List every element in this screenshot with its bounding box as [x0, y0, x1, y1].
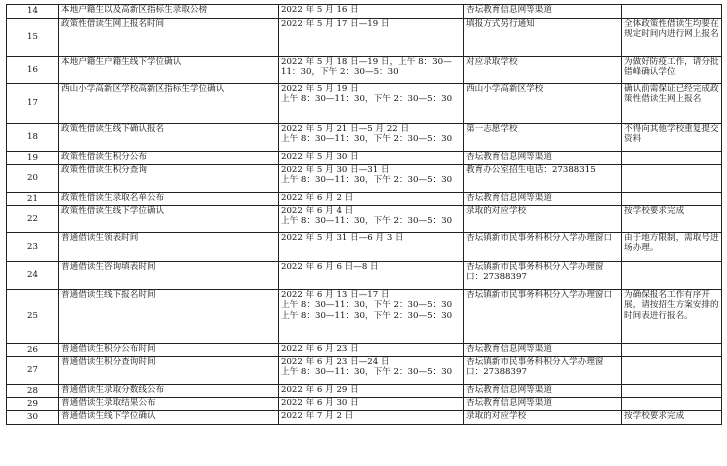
- time-line: 2022 年 6 月 23 日—24 日: [281, 357, 390, 367]
- place-cell: [464, 233, 622, 262]
- place-cell: [464, 398, 622, 411]
- time-cell: [279, 233, 464, 262]
- item-text: 普通借读生积分公布时间: [61, 344, 156, 354]
- item-text: 普通借读生领表时间: [61, 233, 139, 243]
- time-cell: [279, 124, 464, 152]
- place-cell: [464, 5, 622, 19]
- time-line: 2022 年 5 月 19 日: [281, 84, 359, 94]
- row-number-cell: 21: [7, 193, 59, 206]
- row-number-cell: 27: [7, 357, 59, 385]
- place-cell: [464, 206, 622, 233]
- note-cell: [622, 344, 722, 357]
- table-row: [7, 344, 722, 357]
- item-cell: [59, 84, 279, 124]
- item-text: 普通借读生线下报名时间: [61, 290, 156, 300]
- time-line: 2022 年 5 月 21 日—5 月 22 日: [281, 124, 410, 134]
- item-text: 本地户籍生以及高新区指标生录取公榜: [61, 5, 208, 15]
- table-row: [7, 165, 722, 193]
- item-text: 政策性借读生网上报名时间: [61, 19, 165, 29]
- note-cell: [622, 411, 722, 425]
- time-cell: [279, 411, 464, 425]
- table-row: [7, 57, 722, 84]
- table-row: [7, 152, 722, 165]
- place-cell: [464, 290, 622, 344]
- table-row: [7, 262, 722, 290]
- time-line: 2022 年 6 月 6 日—8 日: [281, 262, 379, 272]
- note-text: 由于地方限制，需取号进场办理。: [624, 233, 719, 254]
- row-number-cell: 15: [7, 19, 59, 57]
- time-cell: [279, 385, 464, 398]
- place-text: 杏坛教育信息网等渠道: [466, 152, 552, 162]
- place-text: 杏坛镇新市民事务科积分入学办理窗口: [466, 233, 613, 243]
- place-text: 第一志愿学校: [466, 124, 518, 134]
- place-text: 录取的对应学校: [466, 411, 527, 421]
- note-text: 按学校要求完成: [624, 206, 685, 216]
- row-number-cell: 16: [7, 57, 59, 84]
- place-text: 杏坛镇新市民事务科积分入学办理窗口：27388397: [466, 357, 604, 378]
- item-cell: [59, 193, 279, 206]
- time-cell: [279, 57, 464, 84]
- place-text: 杏坛镇新市民事务科积分入学办理窗口: [466, 290, 613, 300]
- place-text: 杏坛教育信息网等渠道: [466, 344, 552, 354]
- table-row: [7, 19, 722, 57]
- time-cell: [279, 193, 464, 206]
- item-cell: [59, 57, 279, 84]
- place-cell: [464, 152, 622, 165]
- place-cell: [464, 19, 622, 57]
- time-line: 2022 年 5 月 31 日—6 月 3 日: [281, 233, 404, 243]
- place-text: 填报方式另行通知: [466, 19, 535, 29]
- place-cell: [464, 57, 622, 84]
- time-line: 2022 年 5 月 30 日—31 日: [281, 165, 390, 175]
- row-number-cell: 25: [7, 290, 59, 344]
- item-text: 政策性借读生线下学位确认: [61, 206, 165, 216]
- place-cell: [464, 262, 622, 290]
- place-cell: [464, 411, 622, 425]
- item-text: 政策性借读生积分公布: [61, 152, 147, 162]
- item-cell: [59, 385, 279, 398]
- row-number-cell: 22: [7, 206, 59, 233]
- time-line: 2022 年 5 月 30 日: [281, 152, 359, 162]
- table-row: [7, 398, 722, 411]
- table-row: [7, 357, 722, 385]
- note-cell: [622, 357, 722, 385]
- table-row: [7, 124, 722, 152]
- time-line: 上午 8：30—11：30，下午 2：30—5：30: [281, 134, 453, 145]
- note-text: 为确保报名工作有序开展，请按招生方案安排的时间表进行报名。: [624, 290, 719, 321]
- note-cell: [622, 84, 722, 124]
- item-text: 普通借读生录取分数线公布: [61, 385, 165, 395]
- note-text: 按学校要求完成: [624, 411, 685, 421]
- row-number-cell: 20: [7, 165, 59, 193]
- schedule-table-body: [7, 5, 722, 425]
- note-text: 全体政策性借读生均要在规定时间内进行网上报名: [624, 19, 719, 40]
- item-cell: [59, 5, 279, 19]
- time-cell: [279, 152, 464, 165]
- time-line: 上午 8：30—11：30，下午 2：30—5：30: [281, 216, 453, 227]
- time-line: 2022 年 5 月 18 日—19 日，上午 8：30—: [281, 57, 452, 67]
- note-cell: [622, 290, 722, 344]
- table-row: [7, 385, 722, 398]
- time-cell: [279, 290, 464, 344]
- item-cell: [59, 206, 279, 233]
- time-line: 上午 8：30—11：30，下午 2：30—5：30: [281, 175, 453, 186]
- note-cell: [622, 57, 722, 84]
- place-text: 杏坛教育信息网等渠道: [466, 398, 552, 408]
- row-number-cell: 23: [7, 233, 59, 262]
- time-cell: [279, 262, 464, 290]
- time-line: 2022 年 7 月 2 日: [281, 411, 354, 421]
- place-cell: [464, 165, 622, 193]
- time-line: 2022 年 6 月 4 日: [281, 206, 354, 216]
- item-cell: [59, 152, 279, 165]
- note-cell: [622, 206, 722, 233]
- row-number-cell: 29: [7, 398, 59, 411]
- item-cell: [59, 19, 279, 57]
- place-cell: [464, 357, 622, 385]
- item-text: 政策性借读生积分查询: [61, 165, 147, 175]
- row-number-cell: 19: [7, 152, 59, 165]
- row-number-cell: 14: [7, 5, 59, 19]
- item-cell: [59, 344, 279, 357]
- time-line: 2022 年 6 月 2 日: [281, 193, 354, 203]
- item-cell: [59, 165, 279, 193]
- item-text: 普通借读生咨询填表时间: [61, 262, 156, 272]
- place-text: 杏坛教育信息网等渠道: [466, 5, 552, 15]
- item-text: 普通借读生线下学位确认: [61, 411, 156, 421]
- place-cell: [464, 193, 622, 206]
- time-line: 上午 8：30—11：30，下午 2：30—5：30: [281, 310, 453, 321]
- note-cell: [622, 5, 722, 19]
- item-text: 政策性借读生线下确认报名: [61, 124, 165, 134]
- row-number-cell: 18: [7, 124, 59, 152]
- table-row: [7, 84, 722, 124]
- place-text: 杏坛教育信息网等渠道: [466, 385, 552, 395]
- place-text: 录取的对应学校: [466, 206, 527, 216]
- time-cell: [279, 5, 464, 19]
- place-text: 教育办公室招生电话：27388315: [466, 165, 596, 175]
- time-cell: [279, 206, 464, 233]
- time-line: 11：30，下午 2：30—5：30: [281, 67, 399, 78]
- enrollment-schedule-table: [6, 4, 722, 425]
- table-row: [7, 5, 722, 19]
- time-line: 2022 年 5 月 17 日—19 日: [281, 19, 390, 29]
- row-number-cell: 26: [7, 344, 59, 357]
- time-cell: [279, 398, 464, 411]
- place-cell: [464, 124, 622, 152]
- row-number-cell: 30: [7, 411, 59, 425]
- time-line: 上午 8：30—11：30，下午 2：30—5：30: [281, 367, 453, 378]
- table-row: [7, 193, 722, 206]
- place-cell: [464, 385, 622, 398]
- place-cell: [464, 344, 622, 357]
- item-text: 政策性借读生录取名单公布: [61, 193, 165, 203]
- note-cell: [622, 398, 722, 411]
- item-cell: [59, 262, 279, 290]
- note-text: 为做好防疫工作，请分批错峰确认学位: [624, 57, 719, 78]
- note-cell: [622, 152, 722, 165]
- time-line: 2022 年 6 月 13 日—17 日: [281, 290, 390, 300]
- item-cell: [59, 233, 279, 262]
- item-cell: [59, 398, 279, 411]
- time-cell: [279, 344, 464, 357]
- time-cell: [279, 84, 464, 124]
- note-cell: [622, 124, 722, 152]
- note-cell: [622, 165, 722, 193]
- row-number-cell: 17: [7, 84, 59, 124]
- place-text: 杏坛镇新市民事务科积分入学办理窗口：27388397: [466, 262, 604, 283]
- item-text: 普通借读生录取结果公布: [61, 398, 156, 408]
- time-line: 2022 年 6 月 23 日: [281, 344, 359, 354]
- note-cell: [622, 19, 722, 57]
- note-text: 不得向其他学校重复提交资料: [624, 124, 719, 145]
- time-cell: [279, 19, 464, 57]
- item-text: 西山小学高新区学校高新区指标生学位确认: [61, 84, 225, 94]
- row-number-cell: 28: [7, 385, 59, 398]
- time-line: 2022 年 6 月 29 日: [281, 385, 359, 395]
- table-row: [7, 290, 722, 344]
- item-cell: [59, 411, 279, 425]
- item-text: 本地户籍生户籍生线下学位确认: [61, 57, 182, 67]
- time-line: 上午 8：30—11：30，下午 2：30—5：30: [281, 94, 453, 105]
- place-text: 对应录取学校: [466, 57, 518, 67]
- time-line: 上午 8：30—11：30，下午 2：30—5：30: [281, 300, 453, 311]
- time-line: 2022 年 5 月 16 日: [281, 5, 359, 15]
- place-text: 杏坛教育信息网等渠道: [466, 193, 552, 203]
- table-row: [7, 233, 722, 262]
- place-cell: [464, 84, 622, 124]
- note-cell: [622, 262, 722, 290]
- time-cell: [279, 165, 464, 193]
- item-text: 普通借读生积分查询时间: [61, 357, 156, 367]
- item-cell: [59, 290, 279, 344]
- time-cell: [279, 357, 464, 385]
- note-text: 确认前需保证已经完成政策性借读生网上报名: [624, 84, 719, 105]
- place-text: 西山小学高新区学校: [466, 84, 544, 94]
- note-cell: [622, 193, 722, 206]
- item-cell: [59, 124, 279, 152]
- table-row: [7, 411, 722, 425]
- time-line: 2022 年 6 月 30 日: [281, 398, 359, 408]
- table-row: [7, 206, 722, 233]
- note-cell: [622, 385, 722, 398]
- note-cell: [622, 233, 722, 262]
- row-number-cell: 24: [7, 262, 59, 290]
- item-cell: [59, 357, 279, 385]
